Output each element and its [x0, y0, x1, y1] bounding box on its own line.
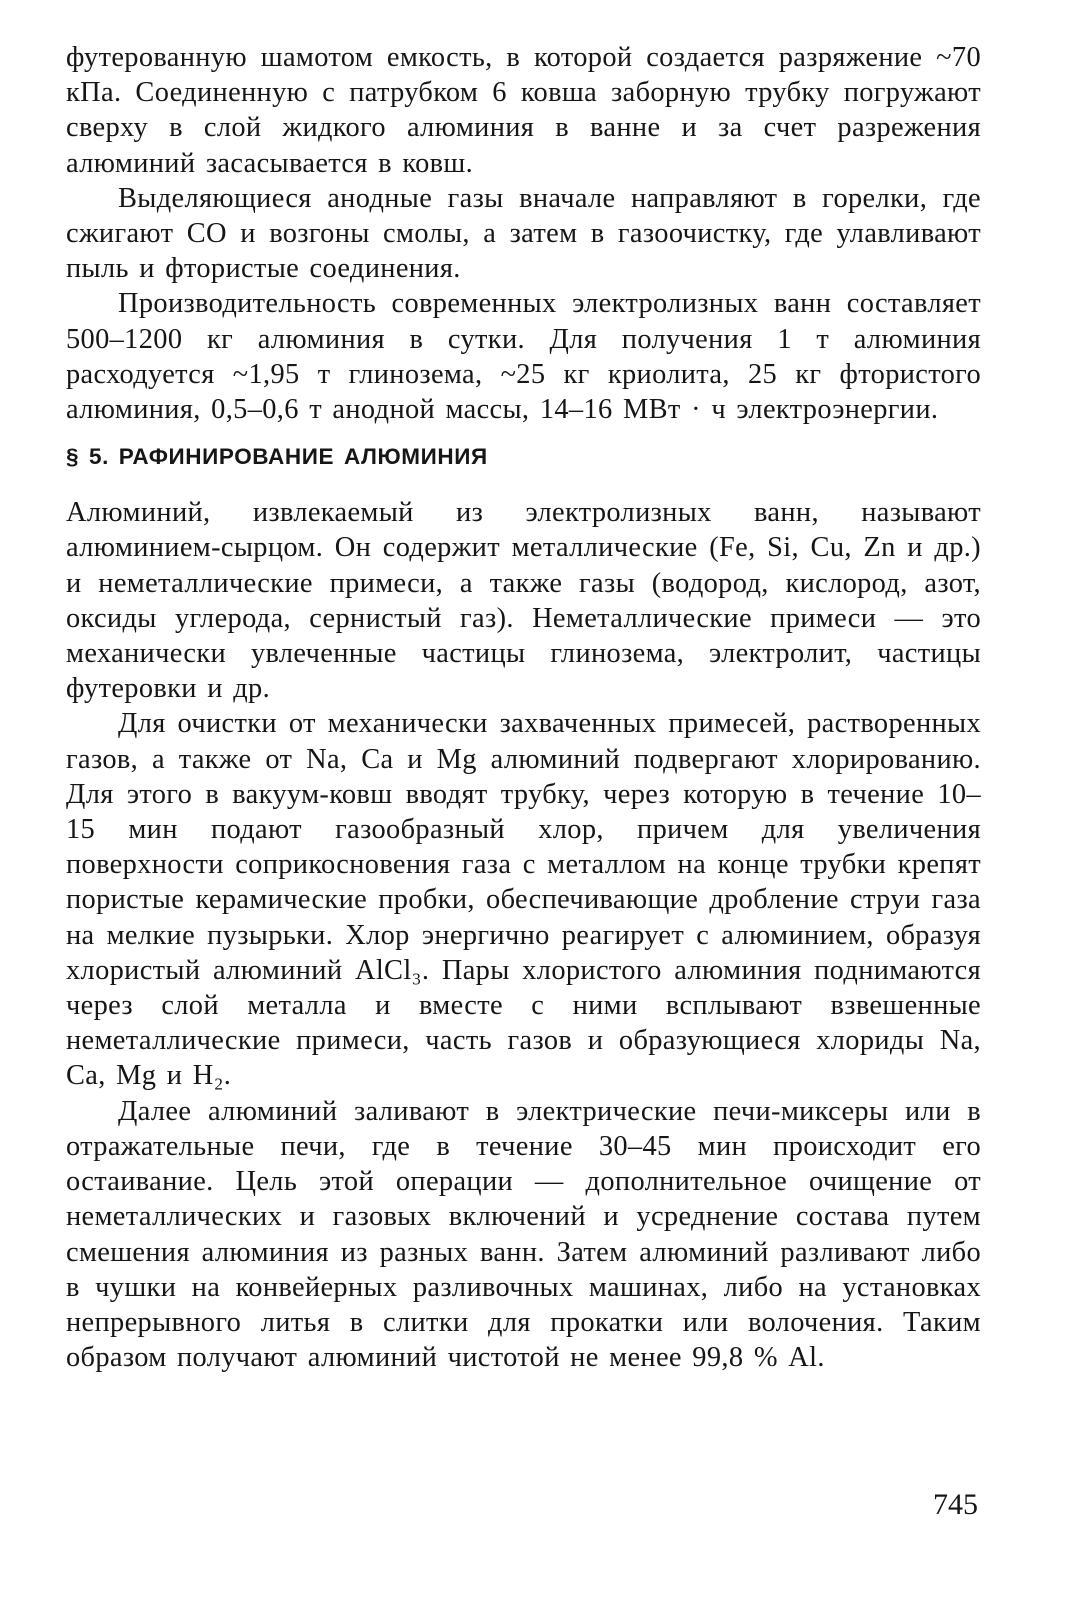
section-heading: § 5. РАФИНИРОВАНИЕ АЛЮМИНИЯ [66, 444, 488, 470]
paragraph-settling-casting: Далее алюминий заливают в электрические печи-миксеры или в отражательные печи, где в течение 30–45 мин происходит его остаивание. Цель этой операции — дополнительное очищение от неметаллических и газовых включений и усреднение состава путем смешения алюминия из разных ванн. Затем алюминий разливают либо в чушки на конвейерных разливочных машинах, либо на установках непрерывного литья в слитки для прокатки или волочения. Таким образом получают алюминий чистотой не менее 99,8 % Al. [66, 1095, 981, 1374]
paragraph-anode-gases: Выделяющиеся анодные газы вначале направляют в горелки, где сжигают CO и возгоны смолы, а затем в газоочистку, где улавливают пыль и фтористые соединения. [66, 182, 981, 285]
page-number: 745 [933, 1488, 978, 1521]
paragraph-ladle-suction: футерованную шамотом емкость, в которой создается разряжение ~70 кПа. Соединенную с патрубком 6 ковша заборную трубку погружают сверху в слой жидкого алюминия в ванне и за счет разрежения алюминий засасывается в ковш. [66, 42, 981, 179]
paragraph-productivity: Производительность современных электролизных ванн составляет 500–1200 кг алюминия в сутки. Для получения 1 т алюминия расходуется ~1,95 т глинозема, ~25 кг криолита, 25 кг фтористого алюминия, 0,5–0,6 т анодной массы, 14–16 МВт · ч электроэнергии. [66, 288, 981, 426]
paragraph-raw-aluminum: Алюминий, извлекаемый из электролизных ванн, называют алюминием-сырцом. Он содержит металлические (Fe, Si, Cu, Zn и др.) и неметаллические примеси, а также газы (водород, кислород, азот, оксиды углерода, сернистый газ). Неметаллические примеси — это механически увлеченные частицы глинозема, электролит, частицы футеровки и др. [66, 497, 981, 705]
book-page [66, 40, 981, 1375]
paragraph-chlorination: Для очистки от механически захваченных примесей, растворенных газов, а также от Na, Ca и Mg алюминий подвергают хлорированию. Для этого в вакуум-ковш вводят трубку, через которую в течение 10–15 мин подают газообразный хлор, причем для увеличения поверхности соприкосновения газа с металлом на конце трубки крепят пористые керамические пробки, обеспечивающие дробление струи газа на мелкие пузырьки. Хлор энергично реагирует с алюминием, образуя хлористый алюминий AlCl₃. Пары хлористого алюминия поднимаются через слой металла и вместе с ними всплывают взвешенные неметаллические примеси, часть газов и образующиеся хлориды Na, Ca, Mg и H₂. [66, 708, 981, 1092]
